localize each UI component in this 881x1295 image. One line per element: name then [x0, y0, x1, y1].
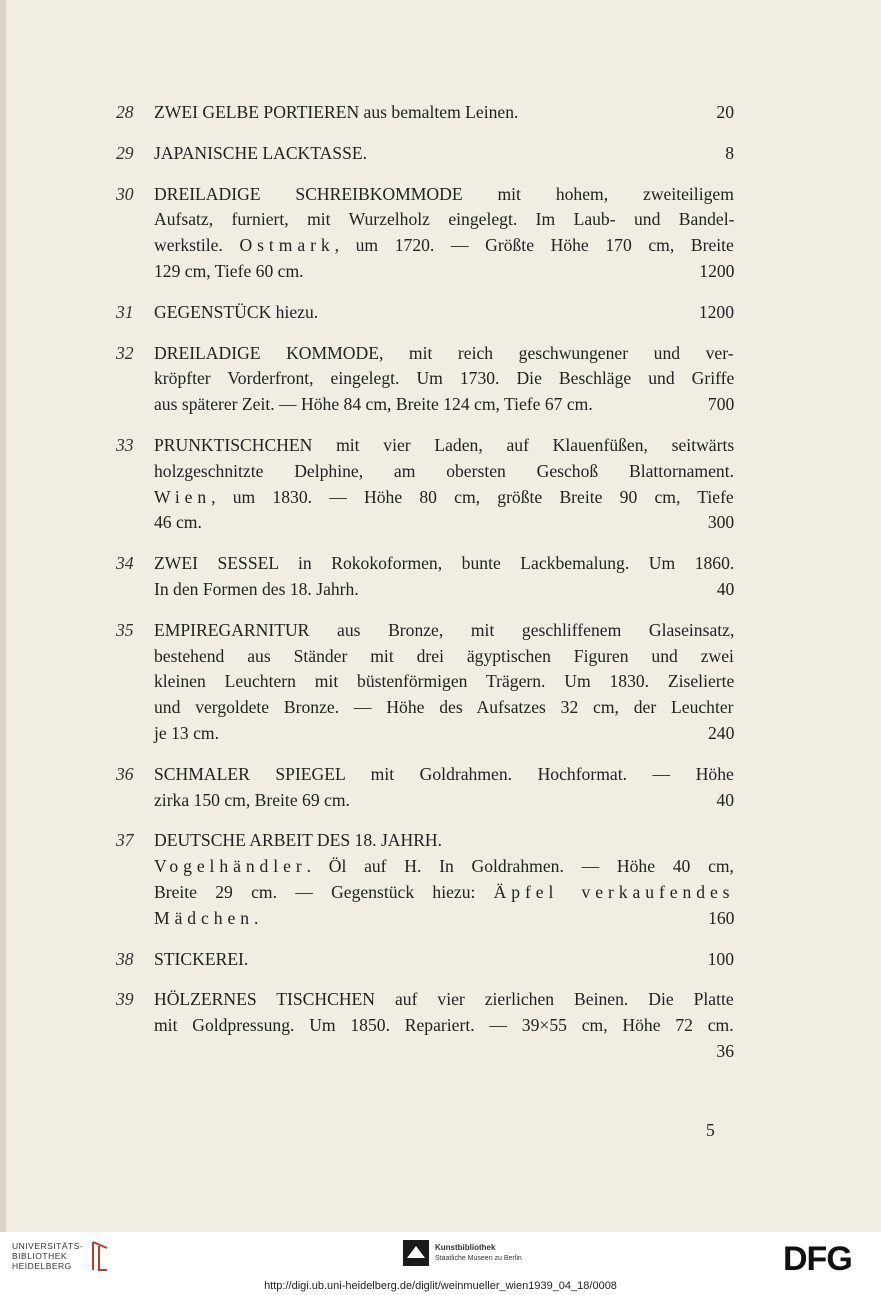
ub-line-3: HEIDELBERG [12, 1261, 72, 1271]
line-text: holzgeschnitzte Delphine, am obersten Geschoß Blattornament. [154, 460, 735, 481]
lot-number: 39 [116, 989, 134, 1010]
price: 20 [716, 102, 734, 122]
description-line [154, 721, 734, 747]
page-number: 5 [706, 1120, 715, 1140]
source-url[interactable]: http://digi.ub.uni-heidelberg.de/diglit/weinmueller_wien1939_04_18/0008 [264, 1280, 617, 1292]
text-post: , um 1720. — Größte Höhe 170 cm, Breite [334, 235, 734, 256]
description-line [154, 828, 734, 854]
price: 40 [716, 578, 735, 599]
catalog-entry [116, 100, 734, 126]
price: 700 [707, 394, 735, 415]
description-line [154, 577, 734, 603]
catalog-entry [116, 433, 734, 536]
lot-description [154, 341, 734, 418]
lot-number: 30 [116, 183, 134, 204]
description-line [154, 392, 734, 418]
ub-line-2: BIBLIOTHEK [12, 1251, 68, 1261]
description-line [154, 300, 734, 326]
line-text: JAPANISCHE LACKTASSE. [154, 142, 368, 163]
dfg-logo[interactable]: DFG [783, 1240, 852, 1278]
footer-bar [0, 1232, 881, 1295]
description-line [154, 510, 734, 536]
line-text: In den Formen des 18. Jahrh. [154, 578, 359, 599]
lot-number: 35 [116, 619, 134, 640]
line-text: Aufsatz, furniert, mit Wurzelholz eingelegt. Im Laub- und Bandel- [154, 209, 735, 230]
lot-number: 34 [116, 553, 134, 574]
description-line [154, 259, 734, 285]
description-line [154, 906, 734, 932]
description-line [154, 669, 734, 695]
description-line [154, 433, 734, 459]
line-text: je 13 cm. [154, 722, 219, 743]
description-line [154, 485, 734, 511]
lot-description [154, 100, 734, 126]
lot-number: 37 [116, 830, 134, 851]
catalog-entry [116, 300, 734, 326]
ub-emblem-icon [89, 1240, 111, 1272]
ub-line-1: UNIVERSITÄTS- [12, 1241, 84, 1251]
line-text: bestehend aus Ständer mit drei ägyptischen Figuren und zwei [154, 645, 734, 666]
description-line [154, 854, 734, 880]
lot-description [154, 987, 734, 1064]
line-text [154, 233, 734, 259]
lot-description [154, 947, 734, 973]
line-text: mit Goldpressung. Um 1850. Repariert. — 39×55 cm, Höhe 72 cm. [154, 1015, 734, 1036]
price: 300 [707, 512, 735, 533]
kb-title: Kunstbibliothek [435, 1242, 496, 1252]
description-line [154, 100, 734, 126]
line-text: 46 cm. [154, 512, 202, 533]
line-text: PRUNKTISCHCHEN mit vier Laden, auf Klauenfüßen, seitwärts [154, 434, 735, 455]
description-line [154, 695, 734, 721]
line-text: zirka 150 cm, Breite 69 cm. [154, 789, 350, 810]
description-line [154, 233, 734, 259]
price: 1200 [699, 260, 735, 281]
lot-description [154, 300, 734, 326]
spaced-text: Äpfel verkaufendes [493, 881, 735, 902]
kunstbibliothek-icon [403, 1240, 429, 1266]
ub-heidelberg-logo[interactable] [12, 1240, 111, 1272]
line-text: aus späterer Zeit. — Höhe 84 cm, Breite 124 cm, Tiefe 67 cm. [154, 394, 593, 415]
line-text: 129 cm, Tiefe 60 cm. [154, 260, 304, 281]
kunstbibliothek-logo[interactable] [403, 1240, 522, 1266]
lot-number: 32 [116, 342, 134, 363]
line-text: ZWEI GELBE PORTIEREN aus bemaltem Leinen. [154, 102, 519, 122]
line-text [154, 485, 734, 511]
catalog-entry [116, 828, 734, 931]
line-text: kleinen Leuchtern mit büstenförmigen Trägern. Um 1830. Ziselierte [154, 671, 735, 692]
description-line [154, 207, 734, 233]
line-text [154, 854, 734, 880]
price: 100 [707, 948, 734, 969]
line-text [154, 880, 734, 906]
lot-number: 28 [116, 102, 134, 122]
catalog-entry [116, 947, 734, 973]
description-line [154, 788, 734, 814]
text-pre: Breite 29 cm. — Gegenstück hiezu: [154, 881, 494, 902]
lot-description [154, 182, 734, 285]
lot-description [154, 762, 734, 814]
spaced-text: Mädchen. [154, 907, 264, 928]
text-post: , um 1830. — Höhe 80 cm, größte Breite 90 cm, Tiefe [211, 486, 734, 507]
catalog-entry [116, 987, 734, 1064]
description-line [154, 341, 734, 367]
line-text [154, 906, 263, 932]
spaced-text: Ostmark [239, 235, 335, 256]
catalog-entries [116, 100, 734, 1080]
catalog-entry [116, 762, 734, 814]
description-line [154, 1013, 734, 1039]
catalog-entry [116, 341, 734, 418]
kb-subtitle: Staatliche Museen zu Berlin [435, 1254, 522, 1262]
description-line [154, 1039, 734, 1065]
description-line [154, 880, 734, 906]
description-line [154, 987, 734, 1013]
lot-number: 29 [116, 142, 134, 163]
text-pre: werkstile. [154, 235, 240, 256]
line-text: EMPIREGARNITUR aus Bronze, mit geschliffenem Glaseinsatz, [154, 619, 735, 640]
lot-number: 33 [116, 434, 134, 455]
catalog-entry [116, 618, 734, 747]
description-line [154, 366, 734, 392]
catalog-entry [116, 182, 734, 285]
line-text: DREILADIGE KOMMODE, mit reich geschwungener und ver- [154, 342, 734, 363]
catalog-entry [116, 551, 734, 603]
line-text: GEGENSTÜCK hiezu. [154, 301, 319, 322]
price: 40 [716, 789, 734, 810]
lot-number: 36 [116, 763, 134, 784]
lot-description [154, 433, 734, 536]
catalog-entry [116, 141, 734, 167]
description-line [154, 618, 734, 644]
description-line [154, 644, 734, 670]
price: 160 [708, 907, 735, 928]
description-line [154, 459, 734, 485]
text-post: . Öl auf H. In Goldrahmen. — Höhe 40 cm, [306, 856, 734, 877]
line-text: DREILADIGE SCHREIBKOMMODE mit hohem, zweiteiligem [154, 183, 734, 204]
lot-description [154, 618, 734, 747]
lot-description [154, 828, 734, 931]
line-text: ZWEI SESSEL in Rokokoformen, bunte Lackbemalung. Um 1860. [154, 553, 735, 574]
line-text: und vergoldete Bronze. — Höhe des Aufsatzes 32 cm, der Leuchter [154, 697, 734, 718]
price: 36 [716, 1040, 734, 1061]
lot-description [154, 141, 734, 167]
line-text: kröpfter Vorderfront, eingelegt. Um 1730. Die Beschläge und Griffe [154, 368, 735, 389]
description-line [154, 947, 734, 973]
lot-description [154, 551, 734, 603]
lot-number: 31 [116, 301, 134, 322]
spaced-text: Wien [154, 486, 212, 507]
line-text: STICKEREI. [154, 948, 249, 969]
line-text: HÖLZERNES TISCHCHEN auf vier zierlichen Beinen. Die Platte [154, 989, 734, 1010]
description-line [154, 182, 734, 208]
description-line [154, 141, 734, 167]
price: 1200 [698, 301, 734, 322]
line-text: DEUTSCHE ARBEIT DES 18. JAHRH. [154, 830, 443, 851]
description-line [154, 762, 734, 788]
line-text: SCHMALER SPIEGEL mit Goldrahmen. Hochformat. — Höhe [154, 763, 734, 784]
lot-number: 38 [116, 948, 134, 969]
description-line [154, 551, 734, 577]
price: 8 [725, 142, 734, 163]
price: 240 [707, 722, 735, 743]
spaced-text: Vogelhändler [154, 856, 307, 877]
